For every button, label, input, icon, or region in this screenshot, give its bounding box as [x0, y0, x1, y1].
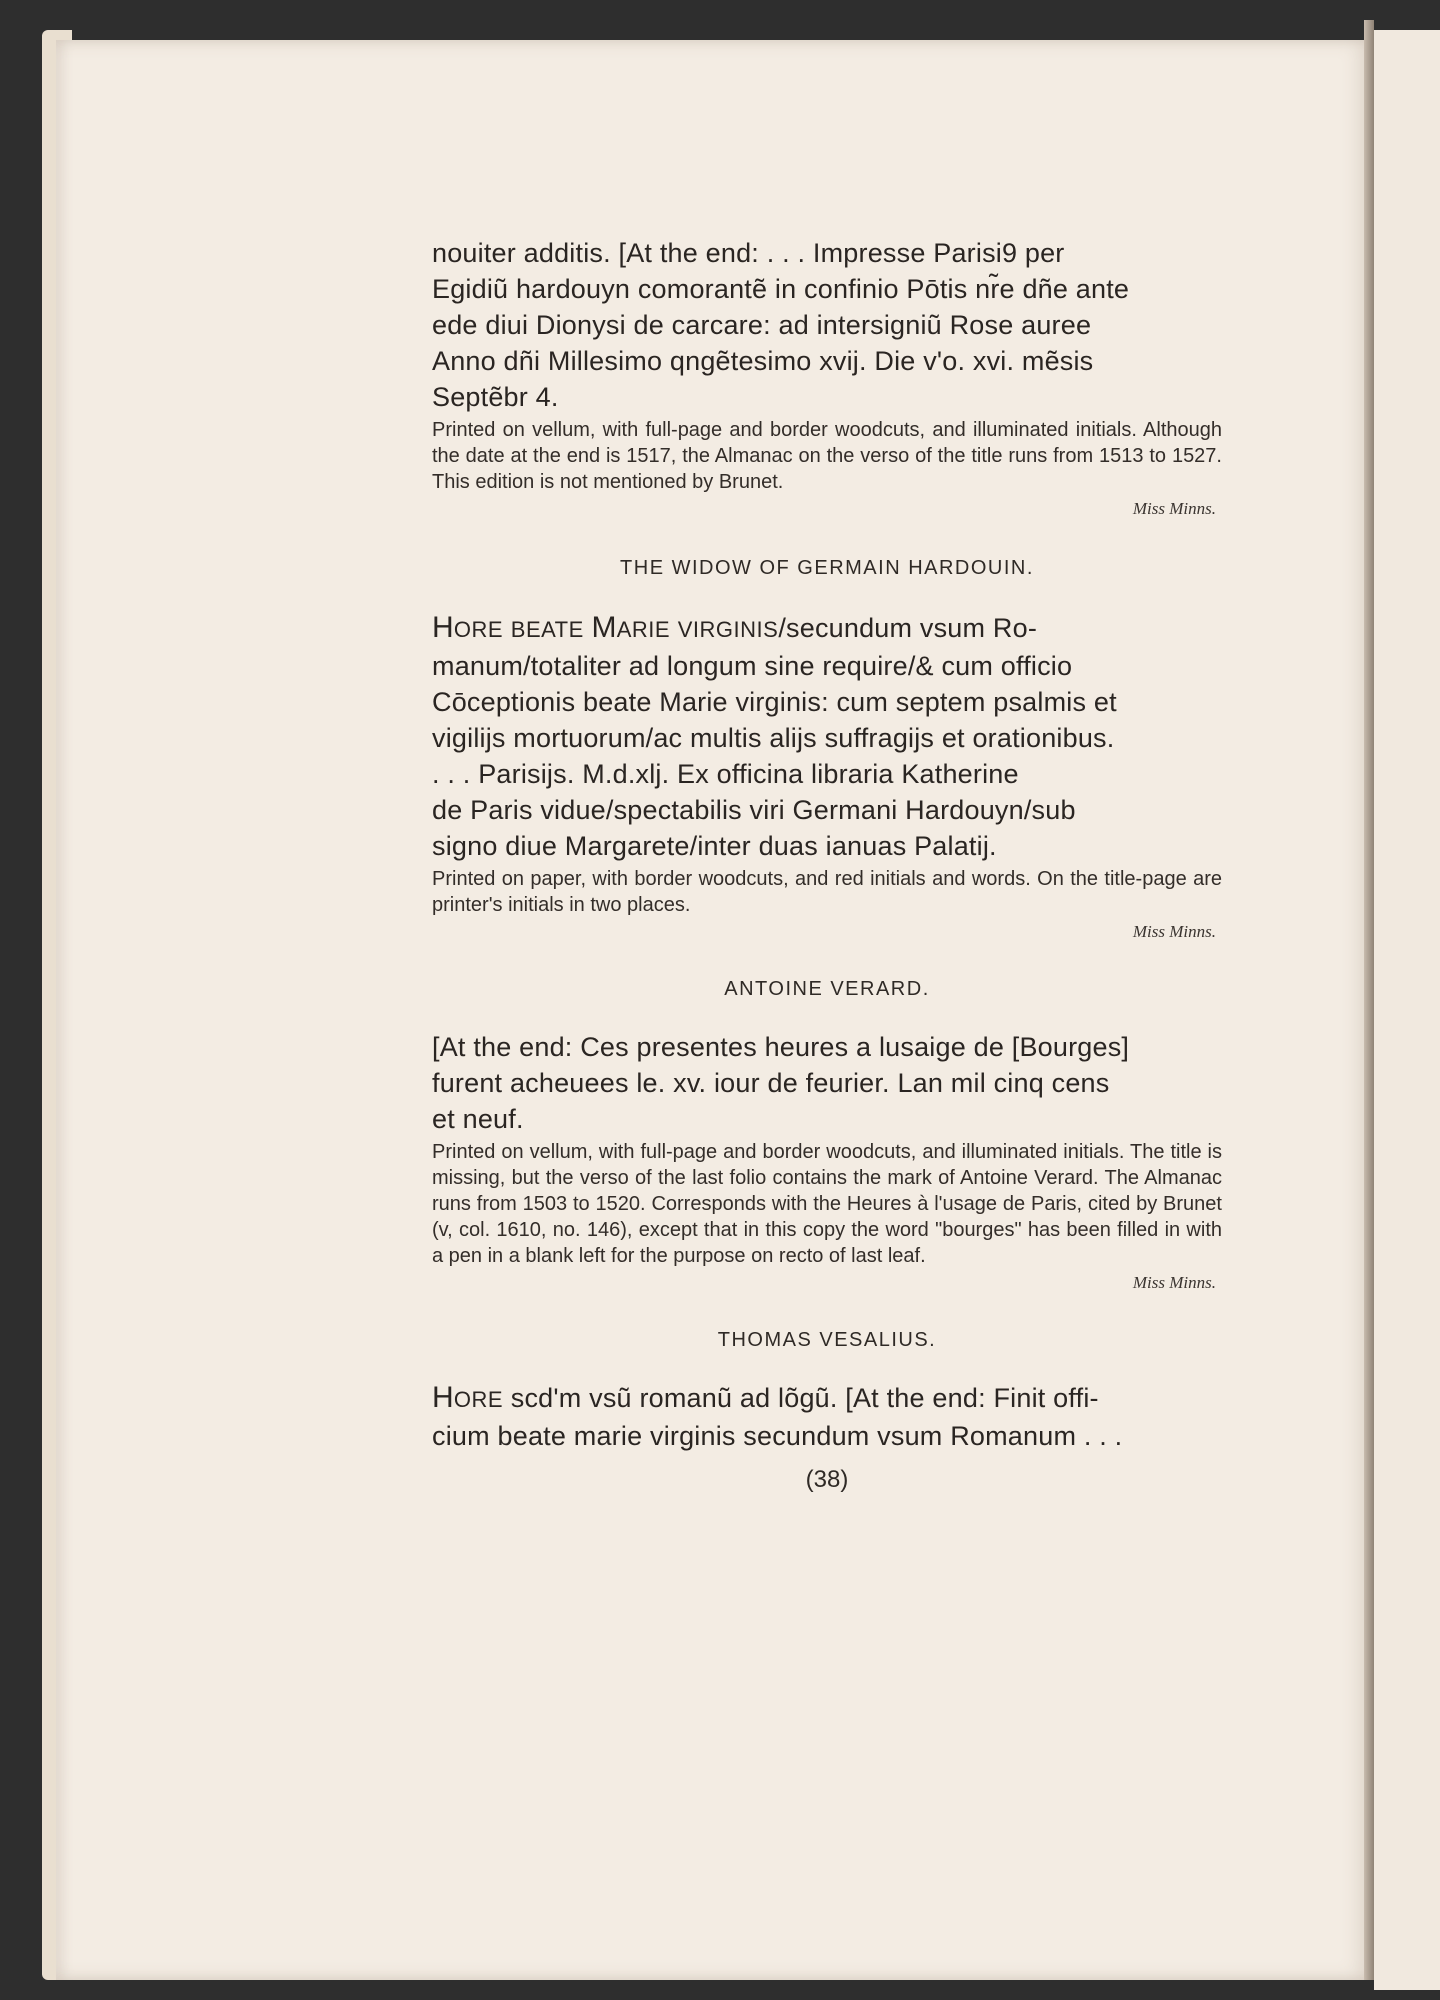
- small-caps-word: ARIE: [616, 617, 671, 642]
- title-line: cium beate marie virginis secundum vsum Romanum . . .: [432, 1421, 1123, 1451]
- entry-credit: Miss Minns.: [1132, 1273, 1216, 1292]
- title-line: ede diui Dionysi de carcare: ad intersigniũ Rose auree: [432, 310, 1092, 340]
- title-line: manum/totaliter ad longum sine require/& cum officio: [432, 651, 1073, 681]
- small-caps-word: BEATE: [510, 617, 584, 642]
- title-line: et neuf.: [432, 1104, 524, 1134]
- title-line: [At the end: Ces presentes heures a lusaige de [Bourges]: [432, 1032, 1130, 1062]
- page-number: (38): [805, 1466, 849, 1493]
- facing-page-edge: [1374, 30, 1440, 1990]
- small-caps-word: VIRGINIS: [677, 617, 779, 642]
- title-line: vigilijs mortuorum/ac multis alijs suffragijs et orationibus.: [432, 723, 1115, 753]
- title-line: signo diue Margarete/inter duas ianuas Palatij.: [432, 831, 997, 861]
- title-line: /secundum vsum Ro-: [778, 613, 1038, 643]
- title-line: de Paris vidue/spectabilis viri Germani Hardouyn/sub: [432, 795, 1076, 825]
- entry-note: Printed on vellum, with full-page and border woodcuts, and illuminated initials. Although the date at the end is 1517, the Almanac on the verso of the title runs from 1513 to 1527. This edition is not mentioned by Brunet.: [432, 419, 1222, 493]
- small-caps-initial: H: [432, 1381, 454, 1414]
- entry-note: Printed on vellum, with full-page and border woodcuts, and illuminated initials. The title is missing, but the verso of the last folio contains the mark of Antoine Verard. The Almanac runs from 1503 to 1520. Corresponds with the Heures à l'usage de Paris, cited by Brunet (v, col. 1610, no. 146), except that in this copy the word "bourges" has been filled in with a pen in a blank left for the purpose on recto of last leaf.: [432, 1141, 1222, 1267]
- entry-vesalius: [432, 1380, 1222, 1454]
- entry-credit: Miss Minns.: [1132, 922, 1216, 941]
- title-line: furent acheuees le. xv. iour de feurier. Lan mil cinq cens: [432, 1068, 1110, 1098]
- small-caps-initial: M: [591, 611, 617, 644]
- section-heading: THOMAS VESALIUS.: [717, 1329, 937, 1351]
- page-text: [432, 235, 1222, 1494]
- title-line: Septẽbr 4.: [432, 382, 559, 412]
- small-caps-word: ORE: [453, 617, 504, 642]
- title-line: scd'm vsũ romanũ ad lõgũ. [At the end: Finit offi-: [503, 1383, 1099, 1413]
- book-gutter: [1364, 20, 1374, 1980]
- section-heading: ANTOINE VERARD.: [724, 978, 930, 1000]
- entry-verard: [432, 1029, 1222, 1293]
- entry-credit: Miss Minns.: [1132, 499, 1216, 518]
- entry-title: [432, 1029, 1222, 1137]
- section-heading: THE WIDOW OF GERMAIN HARDOUIN.: [620, 557, 1034, 579]
- entry-title: [432, 1380, 1222, 1454]
- title-line: Cōceptionis beate Marie virginis: cum septem psalmis et: [432, 687, 1117, 717]
- title-line: Egidiũ hardouyn comorantẽ in confinio Pōtis nr̃e dñe ante: [432, 274, 1130, 304]
- entry-note: Printed on paper, with border woodcuts, and red initials and words. On the title-page are printer's initials in two places.: [432, 868, 1222, 916]
- small-caps-initial: H: [432, 611, 454, 644]
- small-caps-word: ORE: [453, 1387, 504, 1412]
- entry-title: [432, 610, 1222, 864]
- entry-widow-hardouin: [432, 610, 1222, 942]
- entry-hardouyn-1517: [432, 235, 1222, 519]
- entry-title: [432, 235, 1222, 415]
- title-line: . . . Parisijs. M.d.xlj. Ex officina libraria Katherine: [432, 759, 1019, 789]
- title-line: nouiter additis. [At the end: . . . Impresse Parisi9 per: [432, 238, 1065, 268]
- title-line: Anno dñi Millesimo qngẽtesimo xvij. Die v'o. xvi. mẽsis: [432, 346, 1094, 376]
